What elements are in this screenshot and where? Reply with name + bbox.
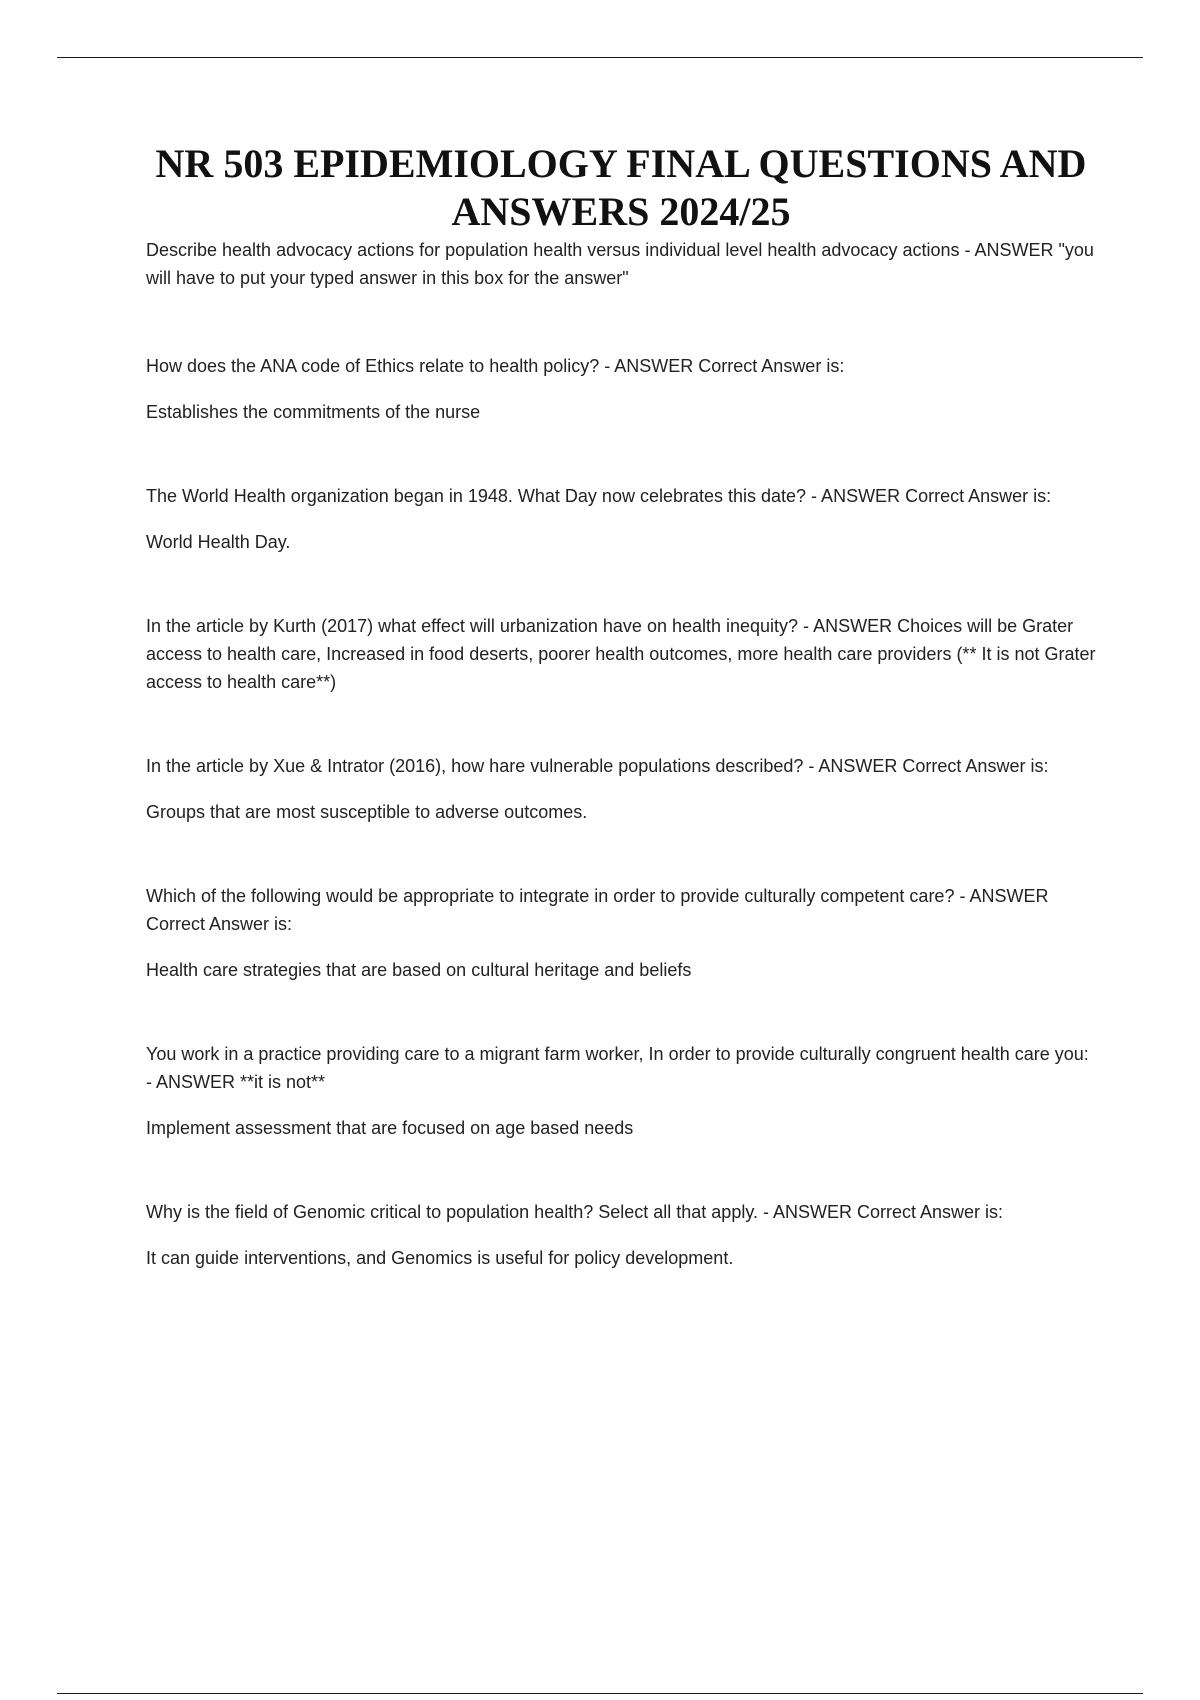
question-text: How does the ANA code of Ethics relate to health policy? - ANSWER Correct Answer is: — [146, 356, 845, 376]
answer-text: Implement assessment that are focused on age based needs — [146, 1118, 634, 1138]
qa-item — [146, 612, 1096, 696]
document-page — [146, 140, 1096, 1272]
question-text: Describe health advocacy actions for population health versus individual level health advocacy actions - ANSWER "you will have to put your typed answer in this box for the answer" — [146, 240, 1094, 288]
bottom-rule — [57, 1693, 1143, 1694]
qa-item — [146, 352, 1096, 426]
answer-text: Establishes the commitments of the nurse — [146, 402, 481, 422]
document-title: NR 503 EPIDEMIOLOGY FINAL QUESTIONS AND ANSWERS 2024/25 — [155, 141, 1087, 234]
answer-text: Groups that are most susceptible to adverse outcomes. — [146, 802, 588, 822]
question-text: Which of the following would be appropriate to integrate in order to provide culturally competent care? - ANSWER Correct Answer is: — [146, 886, 1049, 934]
qa-item — [146, 882, 1096, 984]
qa-item — [146, 1040, 1096, 1142]
question-text: You work in a practice providing care to a migrant farm worker, In order to provide culturally congruent health care you: - ANSWER **it is not** — [146, 1044, 1089, 1092]
qa-list — [146, 236, 1096, 1272]
qa-item — [146, 1198, 1096, 1272]
question-text: The World Health organization began in 1948. What Day now celebrates this date? - ANSWER Correct Answer is: — [146, 486, 1052, 506]
answer-text: Health care strategies that are based on cultural heritage and beliefs — [146, 960, 692, 980]
answer-text: World Health Day. — [146, 532, 291, 552]
qa-item — [146, 236, 1096, 292]
top-rule — [57, 57, 1143, 58]
question-text: In the article by Xue & Intrator (2016), how hare vulnerable populations described? - ANSWER Correct Answer is: — [146, 756, 1049, 776]
qa-item — [146, 482, 1096, 556]
answer-text: It can guide interventions, and Genomics is useful for policy development. — [146, 1248, 734, 1268]
qa-item — [146, 752, 1096, 826]
question-text: In the article by Kurth (2017) what effect will urbanization have on health inequity? - ANSWER Choices will be Grater access to health care, Increased in food deserts, poorer health outcomes, more health care providers (** It is not Grater access to health care**) — [146, 616, 1096, 692]
question-text: Why is the field of Genomic critical to population health? Select all that apply. - ANSWER Correct Answer is: — [146, 1202, 1004, 1222]
